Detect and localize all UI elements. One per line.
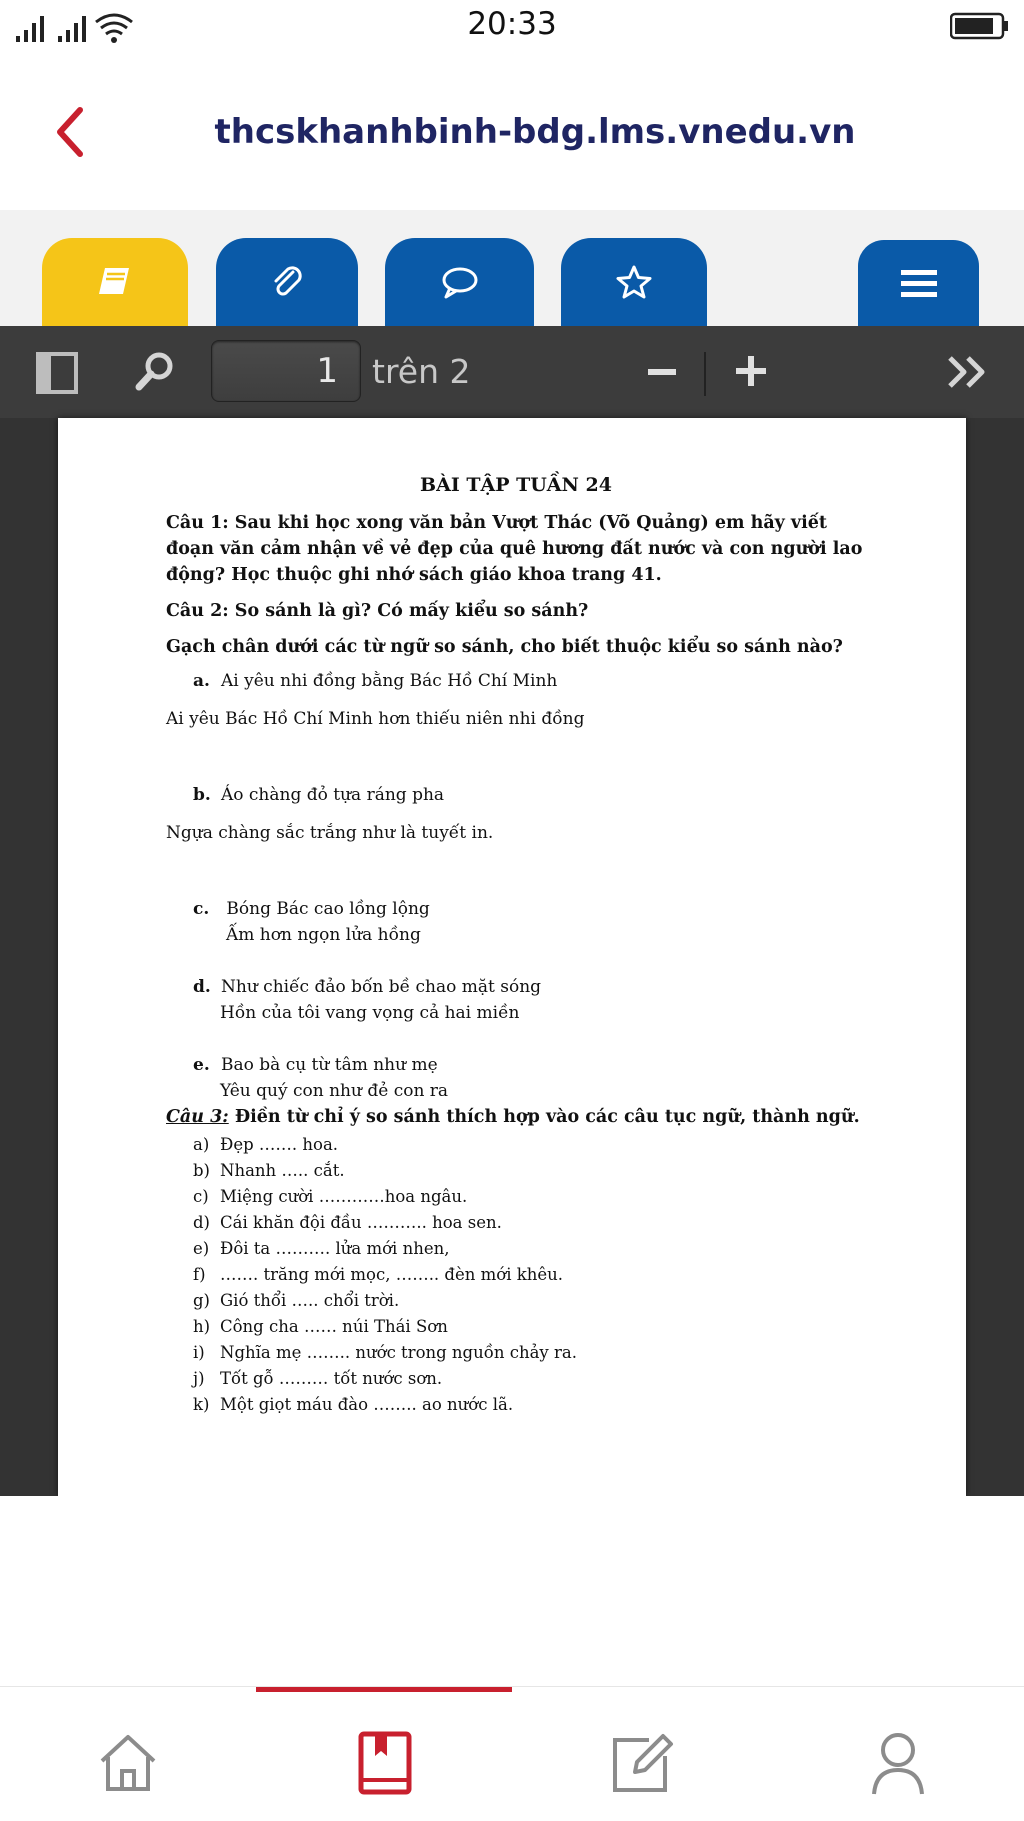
nav-lessons[interactable]: [345, 1723, 425, 1803]
fill-item: [166, 1314, 866, 1340]
item-e-line2: Yêu quý con như đẻ con ra: [220, 1081, 449, 1101]
nav-home[interactable]: [88, 1723, 168, 1803]
question-1: Câu 1: Sau khi học xong văn bản Vượt Thác (Võ Quảng) em hãy viết đoạn văn cảm nhận về vẻ đẹp của quê hương đất nước và con người lao động? Học thuộc ghi nhớ sách giáo khoa trang 41.: [166, 513, 863, 585]
fill-item: [166, 1132, 866, 1158]
hamburger-menu-icon: [899, 268, 939, 300]
fill-item-text: ……. trăng mới mọc, …….. đèn mới khêu.: [220, 1265, 563, 1284]
paperclip-icon: [269, 264, 305, 300]
fill-item: [166, 1340, 866, 1366]
item-line: Bóng Bác cao lồng lộng: [221, 899, 430, 919]
page-count-label: trên 2: [372, 352, 471, 391]
item-line: Áo chàng đỏ tựa ráng pha: [221, 785, 445, 805]
fill-item-text: Công cha …… núi Thái Sơn: [220, 1317, 448, 1336]
item-label: a.: [193, 671, 210, 691]
fill-item-label: c): [193, 1187, 209, 1206]
fill-item-text: Đôi ta ………. lửa mới nhen,: [220, 1239, 450, 1258]
question-3-label: Câu 3:: [166, 1107, 229, 1127]
pdf-toolbar: [0, 326, 1024, 419]
item-d-line2: Hồn của tôi vang vọng cả hai miền: [220, 1003, 520, 1023]
item-e: [166, 1052, 866, 1078]
zoom-in-icon[interactable]: [734, 354, 768, 388]
fill-item-text: Cái khăn đội đầu ……….. hoa sen.: [220, 1213, 502, 1232]
fill-item-label: a): [193, 1135, 210, 1154]
user-icon: [868, 1730, 928, 1796]
item-b-line2: Ngựa chàng sắc trắng như là tuyết in.: [166, 823, 494, 843]
bottom-navigation: [0, 1686, 1024, 1821]
fill-item-text: Gió thổi ….. chổi trời.: [220, 1291, 400, 1310]
battery-icon: [950, 12, 1010, 40]
tab-menu[interactable]: [858, 240, 979, 328]
home-icon: [96, 1731, 160, 1795]
item-b: [166, 782, 866, 808]
status-bar: [0, 0, 1024, 56]
fill-item: [166, 1392, 866, 1418]
nav-profile[interactable]: [858, 1723, 938, 1803]
fill-item-label: b): [193, 1161, 210, 1180]
fill-item-label: f): [193, 1265, 206, 1284]
tab-comment[interactable]: [385, 238, 534, 326]
fill-item-text: Đẹp ……. hoa.: [220, 1135, 339, 1154]
item-line: Ai yêu nhi đồng bằng Bác Hồ Chí Minh: [221, 671, 558, 691]
item-label: d.: [193, 977, 211, 997]
document-title: BÀI TẬP TUẦN 24: [420, 474, 612, 496]
fill-item-label: g): [193, 1291, 210, 1310]
fill-item: [166, 1288, 866, 1314]
pdf-viewer[interactable]: [0, 418, 1024, 1496]
item-label: b.: [193, 785, 211, 805]
star-icon: [615, 264, 653, 300]
nav-assignments[interactable]: [602, 1723, 682, 1803]
fill-item-text: Nghĩa mẹ …….. nước trong nguồn chảy ra.: [220, 1343, 577, 1362]
item-a-line2: Ai yêu Bác Hồ Chí Minh hơn thiếu niên nhi đồng: [166, 709, 585, 729]
site-title: thcskhanhbinh-bdg.lms.vnedu.vn: [214, 112, 856, 152]
blank-area: [0, 1496, 1024, 1686]
question-2: Câu 2: So sánh là gì? Có mấy kiểu so sánh?: [166, 601, 589, 621]
document-content: [166, 474, 866, 1418]
fill-item-label: k): [193, 1395, 210, 1414]
fill-item-label: j): [193, 1369, 205, 1388]
item-d: [166, 974, 866, 1000]
status-time: 20:33: [467, 6, 557, 42]
active-tab-indicator: [256, 1687, 512, 1692]
page-number-input[interactable]: 1: [211, 340, 361, 402]
fill-item-label: d): [193, 1213, 210, 1232]
book-bookmark-icon: [353, 1730, 417, 1796]
fill-item-text: Một giọt máu đào …….. ao nước lã.: [220, 1395, 514, 1414]
double-chevron-right-icon[interactable]: [946, 354, 990, 390]
fill-item: [166, 1210, 866, 1236]
fill-item-text: Nhanh ….. cắt.: [220, 1161, 345, 1180]
book-icon: [95, 264, 135, 300]
item-label: e.: [193, 1055, 210, 1075]
item-a: [166, 668, 866, 694]
item-line: Bao bà cụ từ tâm như mẹ: [221, 1055, 438, 1075]
fill-in-list: [166, 1132, 866, 1418]
toolbar-separator: [704, 352, 706, 396]
fill-item-text: Tốt gỗ ……… tốt nước sơn.: [220, 1369, 443, 1388]
app-header: [0, 80, 1024, 184]
sidebar-toggle-icon[interactable]: [36, 352, 78, 394]
fill-item: [166, 1184, 866, 1210]
tab-attachment[interactable]: [216, 238, 358, 326]
search-icon[interactable]: [134, 350, 176, 392]
pdf-page: [58, 418, 966, 1496]
fill-item-text: Miệng cười …………hoa ngâu.: [220, 1187, 468, 1206]
tab-book[interactable]: [42, 238, 188, 326]
comment-icon: [440, 264, 480, 300]
edit-icon: [609, 1730, 675, 1796]
item-c-line2: Ấm hơn ngọn lửa hồng: [226, 925, 421, 945]
item-label: c.: [193, 899, 210, 919]
tab-strip: [0, 210, 1024, 326]
tab-star[interactable]: [561, 238, 707, 326]
fill-item: [166, 1262, 866, 1288]
fill-item-label: i): [193, 1343, 205, 1362]
fill-item-label: e): [193, 1239, 210, 1258]
zoom-out-icon[interactable]: [646, 356, 678, 388]
question-3-text: Điền từ chỉ ý so sánh thích hợp vào các câu tục ngữ, thành ngữ.: [228, 1107, 860, 1127]
fill-item: [166, 1158, 866, 1184]
question-2-instruction: Gạch chân dưới các từ ngữ so sánh, cho biết thuộc kiểu so sánh nào?: [166, 637, 843, 657]
fill-item: [166, 1366, 866, 1392]
item-c: [166, 896, 866, 922]
question-3: [166, 1104, 866, 1130]
fill-item-label: h): [193, 1317, 211, 1336]
item-line: Như chiếc đảo bốn bề chao mặt sóng: [221, 977, 542, 997]
fill-item: [166, 1236, 866, 1262]
